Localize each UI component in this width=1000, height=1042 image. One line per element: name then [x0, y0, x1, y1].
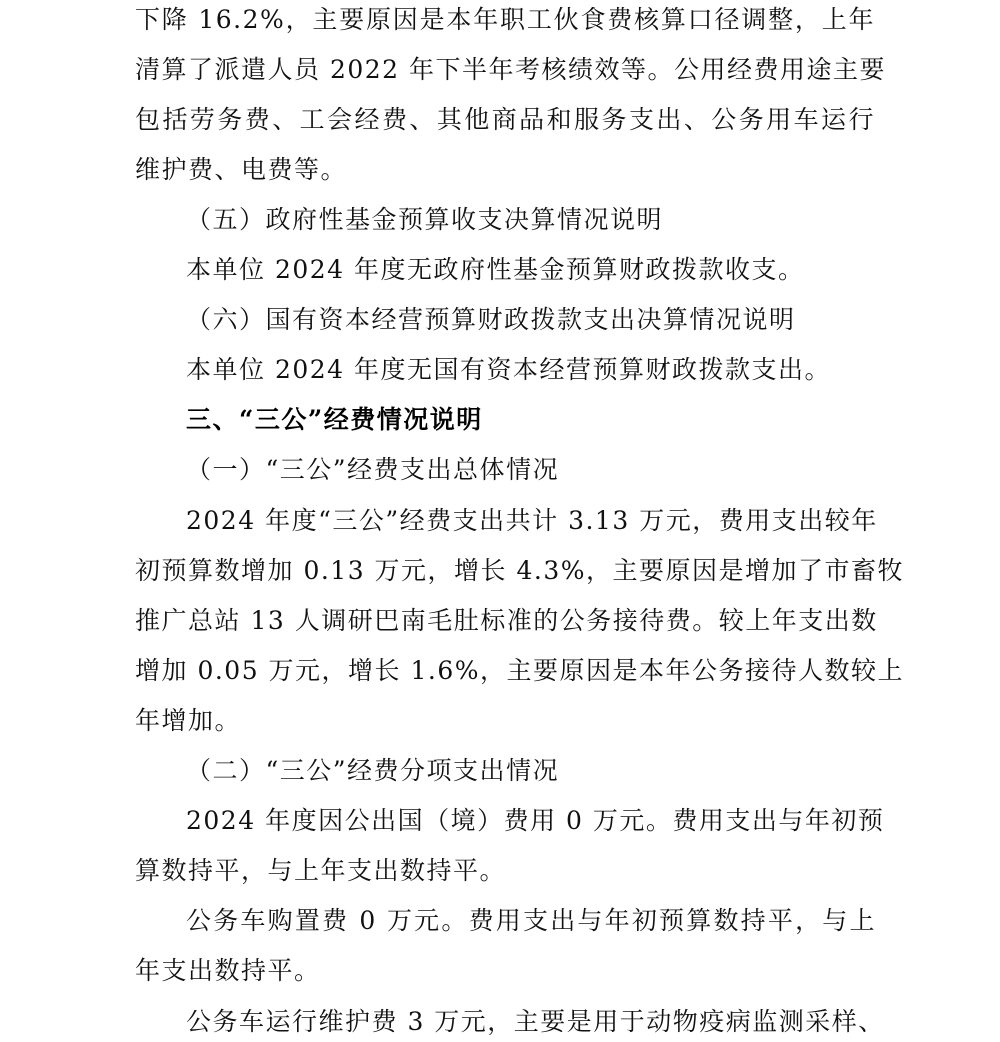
paragraph-line: 推广总站 13 人调研巴南毛肚标准的公务接待费。较上年支出数	[135, 606, 878, 635]
paragraph-line: 本单位 2024 年度无政府性基金预算财政拨款收支。	[186, 255, 805, 284]
paragraph-line: 2024 年度因公出国（境）费用 0 万元。费用支出与年初预	[186, 806, 885, 835]
paragraph-line: 年增加。	[135, 706, 242, 735]
paragraph-line: 清算了派遣人员 2022 年下半年考核绩效等。公用经费用途主要	[135, 55, 887, 84]
paragraph-line: 算数持平，与上年支出数持平。	[135, 856, 507, 885]
paragraph-line: 2024 年度“三公”经费支出共计 3.13 万元，费用支出较年	[186, 506, 878, 535]
section-heading: 三、“三公”经费情况说明	[186, 405, 483, 434]
subsection-heading: （一）“三公”经费支出总体情况	[186, 455, 560, 484]
paragraph-line: 年支出数持平。	[135, 956, 321, 985]
paragraph-line: 增加 0.05 万元，增长 1.6%，主要原因是本年公务接待人数较上	[135, 656, 905, 685]
subsection-heading: （五）政府性基金预算收支决算情况说明	[186, 205, 664, 234]
paragraph-line: 本单位 2024 年度无国有资本经营预算财政拨款支出。	[186, 355, 832, 384]
paragraph-line: 公务车运行维护费 3 万元，主要是用于动物疫病监测采样、	[186, 1007, 885, 1036]
paragraph-line: 维护费、电费等。	[135, 155, 348, 184]
paragraph-line: 初预算数增加 0.13 万元，增长 4.3%，主要原因是增加了市畜牧	[135, 556, 905, 585]
paragraph-line: 公务车购置费 0 万元。费用支出与年初预算数持平，与上	[186, 906, 876, 935]
paragraph-line: 下降 16.2%，主要原因是本年职工伙食费核算口径调整，上年	[135, 5, 875, 34]
paragraph-line: 包括劳务费、工会经费、其他商品和服务支出、公务用车运行	[135, 105, 875, 134]
subsection-heading: （二）“三公”经费分项支出情况	[186, 756, 560, 785]
subsection-heading: （六）国有资本经营预算财政拨款支出决算情况说明	[186, 305, 796, 334]
